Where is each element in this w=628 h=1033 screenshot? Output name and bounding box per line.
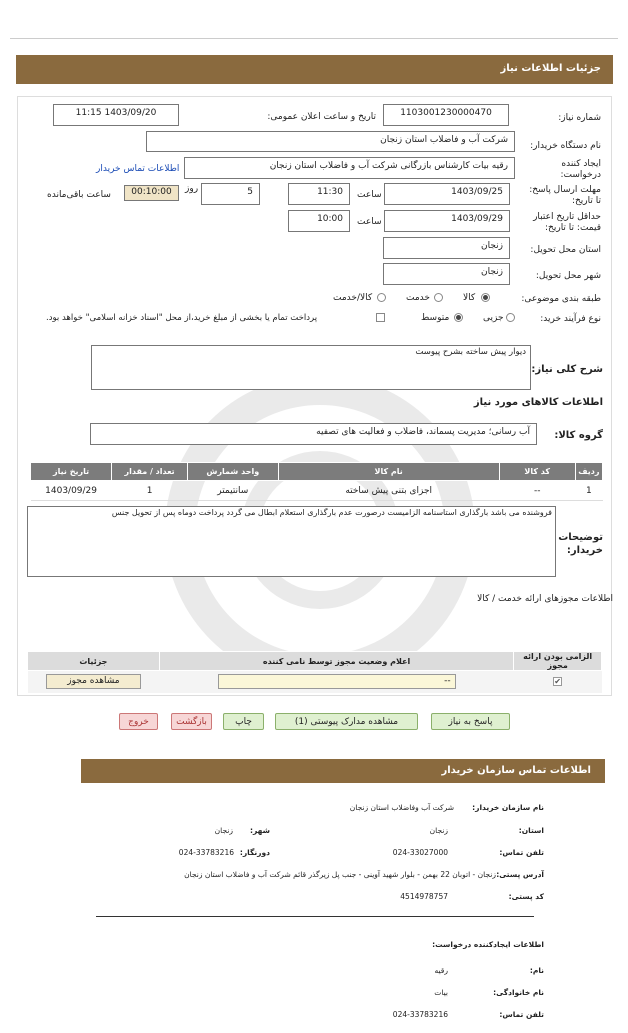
col-date: تاریخ نیاز xyxy=(31,463,112,481)
process-label: نوع فرآیند خرید: xyxy=(540,314,601,324)
process-radio-medium[interactable] xyxy=(454,313,463,322)
creator-family-label: نام خانوادگی: xyxy=(493,988,544,997)
creator-phone: 024-33783216 xyxy=(392,1010,448,1019)
validity-time-label: ساعت xyxy=(357,217,382,227)
creator-name: رقیه xyxy=(434,966,448,975)
col-row: ردیف xyxy=(575,463,602,481)
category-radio-service[interactable] xyxy=(434,293,443,302)
creator-name-label: نام: xyxy=(529,966,544,975)
contact-fax: 024-33783216 xyxy=(178,848,234,857)
col-name: نام کالا xyxy=(278,463,499,481)
col-code: کد کالا xyxy=(499,463,575,481)
group-label: گروه کالا: xyxy=(554,430,603,441)
category-label: طبقه بندی موضوعی: xyxy=(521,294,601,304)
contact-fax-label: دورنگار: xyxy=(239,848,270,857)
contact-org: شرکت آب وفاضلاب استان زنجان xyxy=(349,803,454,812)
creator-field: رقیه بیات کارشناس بازرگانی شرکت آب و فاضلاب استان زنجان xyxy=(184,157,515,179)
permit-row xyxy=(28,671,602,693)
validity-time-field: 10:00 xyxy=(288,210,350,232)
buyer-notes-label-2: خریدار: xyxy=(566,545,603,556)
category-goods-label: کالا xyxy=(463,293,476,303)
province-label: استان محل تحویل: xyxy=(530,245,601,255)
cell-date: 1403/09/29 xyxy=(31,481,112,501)
contact-province: زنجان xyxy=(429,826,448,835)
remaining-time-field: 00:10:00 xyxy=(124,185,179,201)
contact-province-label: استان: xyxy=(518,826,544,835)
remaining-label: ساعت باقی‌مانده xyxy=(47,190,111,200)
contact-city-label: شهر: xyxy=(250,826,270,835)
contact-postal: 4514978757 xyxy=(400,892,448,901)
required-check-icon: ✔ xyxy=(554,676,561,686)
page-title: جزئیات اطلاعات نیاز xyxy=(500,63,601,74)
deadline-date-field: 1403/09/25 xyxy=(384,183,510,205)
permit-col-status: اعلام وضعیت مجوز توسط نامی کننده xyxy=(159,652,513,671)
creator-family: بیات xyxy=(434,988,448,997)
contact-phone: 024-33027000 xyxy=(392,848,448,857)
summary-field: دیوار پیش ساخته بشرح پیوست xyxy=(91,345,531,390)
validity-label-2: قیمت: تا تاریخ: xyxy=(545,223,601,233)
process-minor-label: جزیی xyxy=(483,313,504,323)
contact-header xyxy=(81,759,605,783)
contact-divider xyxy=(96,916,534,917)
payment-note: پرداخت تمام یا بخشی از مبلغ خرید،از محل "اسناد خزانه اسلامی" خواهد بود. xyxy=(46,313,318,323)
days-field: 5 xyxy=(201,183,260,205)
contact-phone-label: تلفن تماس: xyxy=(499,848,544,857)
cell-qty: 1 xyxy=(112,481,188,501)
permits-table xyxy=(27,651,602,693)
days-label: روز xyxy=(185,184,199,194)
category-radio-both[interactable] xyxy=(377,293,386,302)
need-number-label: شماره نیاز: xyxy=(558,113,601,123)
col-unit: واحد شمارش xyxy=(188,463,279,481)
cell-row: 1 xyxy=(575,481,602,501)
category-radio-goods[interactable] xyxy=(481,293,490,302)
goods-section-title: اطلاعات کالاهای مورد نیاز xyxy=(473,397,603,408)
contact-org-label: نام سازمان خریدار: xyxy=(472,803,544,812)
permit-status-field[interactable]: -- xyxy=(218,674,456,689)
cell-name: اجزای بتنی پیش ساخته xyxy=(278,481,499,501)
contact-postal-label: کد پستی: xyxy=(508,892,544,901)
buyer-org-field: شرکت آب و فاضلاب استان زنجان xyxy=(146,131,515,152)
permit-details-cell xyxy=(28,671,160,693)
summary-label: شرح کلی نیاز: xyxy=(531,364,603,375)
permit-col-required: الزامی بودن ارائه مجوز xyxy=(514,652,602,671)
table-row xyxy=(31,481,603,501)
buyer-org-label: نام دستگاه خریدار: xyxy=(530,141,601,151)
view-permit-button[interactable]: مشاهده مجوز xyxy=(46,674,141,689)
exit-button[interactable]: خروج xyxy=(119,713,158,730)
back-button[interactable]: بازگشت xyxy=(171,713,212,730)
city-label: شهر محل تحویل: xyxy=(535,271,601,281)
deadline-label-2: تا تاریخ: xyxy=(571,196,601,206)
validity-date-field: 1403/09/29 xyxy=(384,210,510,232)
category-service-label: خدمت xyxy=(406,293,430,303)
category-both-label: کالا/خدمت xyxy=(333,293,373,303)
city-field: زنجان xyxy=(383,263,510,285)
buyer-notes-field: فروشنده می باشد بارگذاری استاسنامه الزامیست درصورت عدم بارگذاری استعلام ابطال می گردد پرداخت دوماه پس از تحویل جنس xyxy=(27,506,556,577)
need-number-field: 1103001230000470 xyxy=(383,104,509,126)
deadline-label: مهلت ارسال پاسخ: xyxy=(529,185,601,195)
top-divider xyxy=(10,38,618,39)
process-medium-label: متوسط xyxy=(421,313,450,323)
validity-label: حداقل تاریخ اعتبار xyxy=(533,212,601,222)
creator-phone-label: تلفن تماس: xyxy=(499,1010,544,1019)
cell-unit: سانتیمتر xyxy=(188,481,279,501)
permit-required-cell xyxy=(514,671,602,693)
permit-status-cell xyxy=(159,671,513,693)
process-radio-minor[interactable] xyxy=(506,313,515,322)
creator-info-title: اطلاعات ایجادکننده درخواست: xyxy=(432,940,544,949)
print-button[interactable]: چاپ xyxy=(223,713,264,730)
province-field: زنجان xyxy=(383,237,510,259)
permit-col-details: جزئیات xyxy=(28,652,160,671)
buyer-notes-label: توضیحات xyxy=(558,532,603,543)
deadline-time-label: ساعت xyxy=(357,190,382,200)
group-field: آب رسانی؛ مدیریت پسماند، فاضلاب و فعالیت های تصفیه xyxy=(90,423,537,445)
col-qty: تعداد / مقدار xyxy=(112,463,188,481)
view-attachments-button[interactable]: مشاهده مدارک پیوستی (1) xyxy=(275,713,418,730)
contact-address-label: آدرس پستی: xyxy=(496,870,544,879)
contact-city: زنجان xyxy=(214,826,233,835)
deadline-time-field: 11:30 xyxy=(288,183,350,205)
page-header xyxy=(16,55,613,84)
contact-address: زنجان - اتوبان 22 بهمن - بلوار شهید آوینی - جنب پل زیرگذر قائم شرکت آب و فاضلاب استان زنجان xyxy=(184,870,496,879)
reply-button[interactable]: پاسخ به نیاز xyxy=(431,713,510,730)
buyer-contact-link[interactable]: اطلاعات تماس خریدار xyxy=(96,164,180,174)
items-table xyxy=(30,462,603,501)
permits-title: اطلاعات مجوزهای ارائه خدمت / کالا xyxy=(477,594,613,604)
treasury-checkbox[interactable] xyxy=(376,313,385,322)
announce-field: 1403/09/20 11:15 xyxy=(53,104,179,126)
announce-label: تاریخ و ساعت اعلان عمومی: xyxy=(267,112,376,122)
creator-label-2: درخواست: xyxy=(560,170,601,180)
contact-title: اطلاعات تماس سازمان خریدار xyxy=(441,765,591,776)
creator-label: ایجاد کننده xyxy=(561,159,601,169)
cell-code: -- xyxy=(499,481,575,501)
